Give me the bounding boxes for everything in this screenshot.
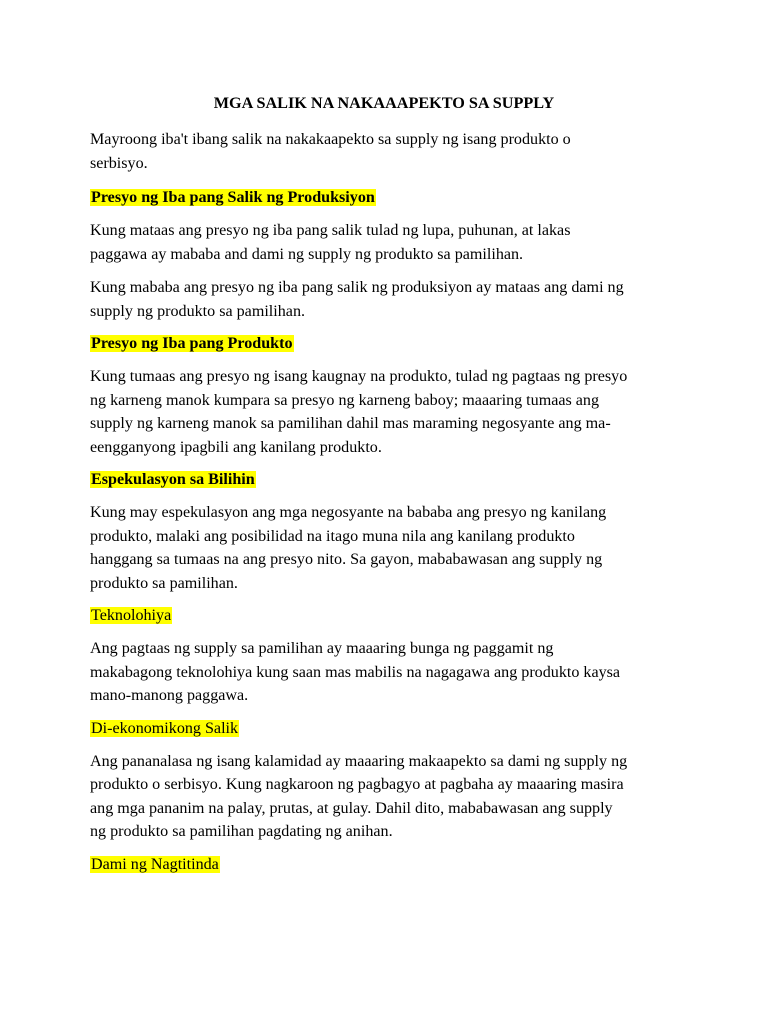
highlighted-heading-text: Di-ekonomikong Salik [91, 719, 239, 737]
section-paragraph: Kung may espekulasyon ang mga negosyante na bababa ang presyo ng kanilang produkto, malaki ang posibilidad na itago muna nila ang kanilang produkto hanggang sa tumaas na ang presyo nito. Sa gayon, mababawasan ang supply ng produkto sa pamilihan. [90, 504, 607, 592]
highlighted-heading-text: Teknolohiya [91, 607, 172, 624]
highlighted-heading-text: Dami ng Nagtitinda [91, 855, 219, 873]
document-body [90, 128, 682, 876]
section-heading-dami-ng-nagtitinda [90, 854, 682, 876]
section-heading-teknolohiya [90, 605, 682, 627]
section-paragraph: Ang pagtaas ng supply sa pamilihan ay maaaring bunga ng paggamit ng makabagong teknolohiya kung saan mas mabilis na nagagawa ang produkto kaysa mano-manong paggawa. [90, 640, 621, 704]
section-paragraph: Kung mataas ang presyo ng iba pang salik tulad ng lupa, puhunan, at lakas paggawa ay mababa and dami ng supply ng produkto sa pamilihan. [90, 222, 571, 263]
document-title: MGA SALIK NA NAKAAAPEKTO SA SUPPLY [213, 94, 555, 112]
highlighted-heading-text: Espekulasyon sa Bilihin [91, 471, 255, 488]
intro-paragraph: Mayroong iba't ibang salik na nakakaapekto sa supply ng isang produkto o serbisyo. [90, 131, 571, 172]
section-heading-espekulasyon [90, 469, 682, 491]
section-paragraph: Kung mababa ang presyo ng iba pang salik ng produksiyon ay mataas ang dami ng supply ng produkto sa pamilihan. [90, 279, 624, 320]
section-heading-presyo-produkto [90, 333, 682, 355]
highlighted-heading-text: Presyo ng Iba pang Produkto [91, 335, 293, 352]
section-paragraph: Kung tumaas ang presyo ng isang kaugnay na produkto, tulad ng pagtaas ng presyo ng karneng manok kumpara sa presyo ng karneng baboy; maaaring tumaas ang supply ng karneng manok sa pamilihan dahil mas maraming negosyante ang ma- eengganyong ipagbili ang kanilang produkto. [90, 368, 628, 456]
section-heading-di-ekonomikong-salik [90, 718, 682, 740]
section-heading-presyo-salik [90, 187, 682, 209]
section-paragraph: Ang pananalasa ng isang kalamidad ay maaaring makaapekto sa dami ng supply ng produkto o serbisyo. Kung nagkaroon ng pagbagyo at pagbaha ay maaaring masira ang mga pananim na palay, prutas, at gulay. Dahil dito, mababawasan ang supply ng produkto sa pamilihan pagdating ng anihan. [90, 752, 628, 840]
highlighted-heading-text: Presyo ng Iba pang Salik ng Produksiyon [91, 189, 375, 206]
